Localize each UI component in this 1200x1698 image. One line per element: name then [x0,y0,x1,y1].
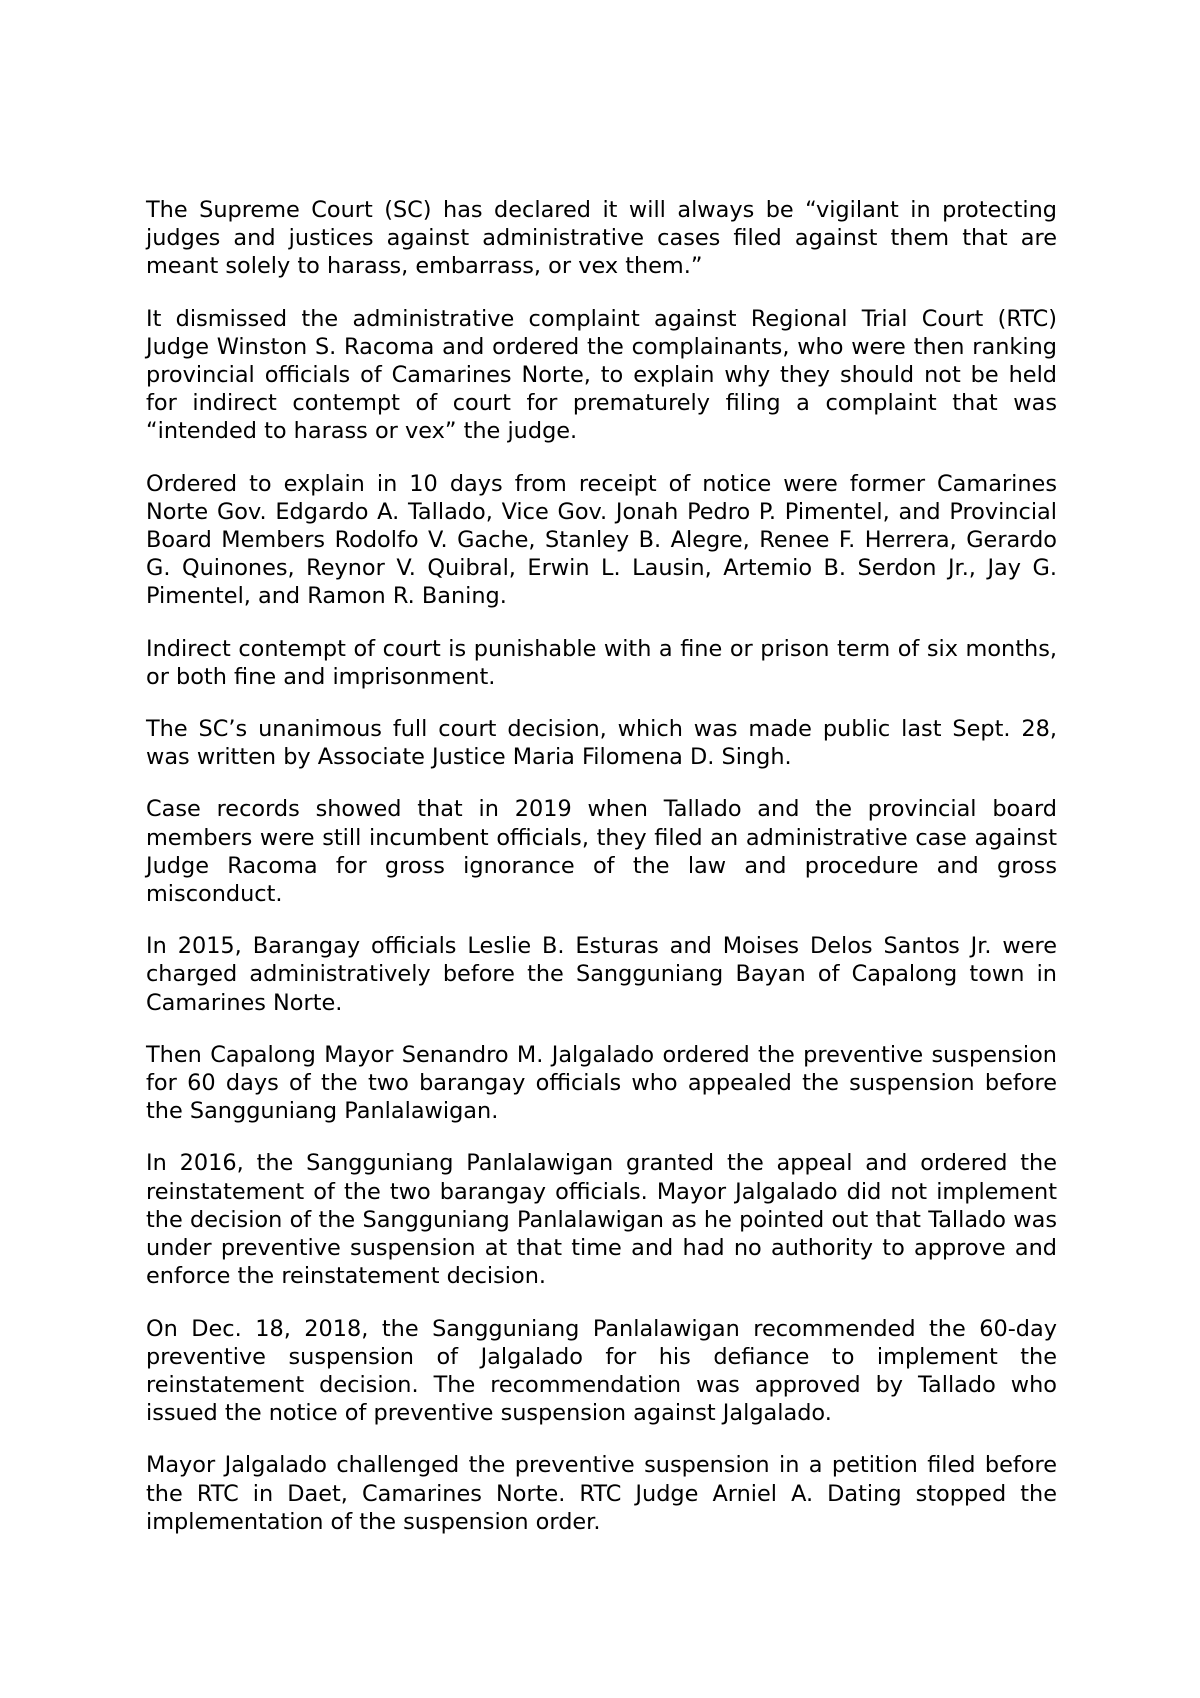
paragraph-case-records: Case records showed that in 2019 when Tallado and the provincial board members were still incumbent officials, they filed an administrative case against Judge Racoma for gross ignorance of the law and procedure and gross misconduct. [146,796,1057,908]
paragraph-dismissal: It dismissed the administrative complaint against Regional Trial Court (RTC) Judge Winston S. Racoma and ordered the complainants, who were then ranking provincial officials of Camarines Norte, to explain why they should not be held for indirect contempt of court for prematurely filing a complaint that was “intended to harass or vex” the judge. [146,305,1057,445]
paragraph-preventive-suspension: Then Capalong Mayor Senandro M. Jalgalado ordered the preventive suspension for 60 days of the two barangay officials who appealed the suspension before the Sangguniang Panlalawigan. [146,1041,1057,1125]
paragraph-rtc-petition: Mayor Jalgalado challenged the preventive suspension in a petition filed before the RTC in Daet, Camarines Norte. RTC Judge Arniel A. Dating stopped the implementation of the suspension order. [146,1452,1057,1535]
document-body [146,196,1057,1536]
paragraph-decision-author: The SC’s unanimous full court decision, which was made public last Sept. 28, was written by Associate Justice Maria Filomena D. Singh. [146,716,1057,771]
paragraph-indirect-contempt: Indirect contempt of court is punishable with a fine or prison term of six months, or both fine and imprisonment. [146,635,1057,690]
paragraph-2015-charges: In 2015, Barangay officials Leslie B. Esturas and Moises Delos Santos Jr. were charged administratively before the Sangguniang Bayan of Capalong town in Camarines Norte. [146,933,1057,1016]
paragraph-ordered-to-explain: Ordered to explain in 10 days from receipt of notice were former Camarines Norte Gov. Edgardo A. Tallado, Vice Gov. Jonah Pedro P. Pimentel, and Provincial Board Members Rodolfo V. Gache, Stanley B. Alegre, Renee F. Herrera, Gerardo G. Quinones, Reynor V. Quibral, Erwin L. Lausin, Artemio B. Serdon Jr., Jay G. Pimentel, and Ramon R. Baning. [146,470,1057,610]
paragraph-2016-appeal: In 2016, the Sangguniang Panlalawigan granted the appeal and ordered the reinstatement of the two barangay officials. Mayor Jalgalado did not implement the decision of the Sangguniang Panlalawigan as he pointed out that Tallado was under preventive suspension at that time and had no authority to approve and enforce the reinstatement decision. [146,1150,1057,1290]
paragraph-sc-declaration: The Supreme Court (SC) has declared it will always be “vigilant in protecting judges and justices against administrative cases filed against them that are meant solely to harass, embarrass, or vex them.” [146,197,1057,280]
paragraph-2018-recommendation: On Dec. 18, 2018, the Sangguniang Panlalawigan recommended the 60-day preventive suspension of Jalgalado for his defiance to implement the reinstatement decision. The recommendation was approved by Tallado who issued the notice of preventive suspension against Jalgalado. [146,1315,1057,1427]
